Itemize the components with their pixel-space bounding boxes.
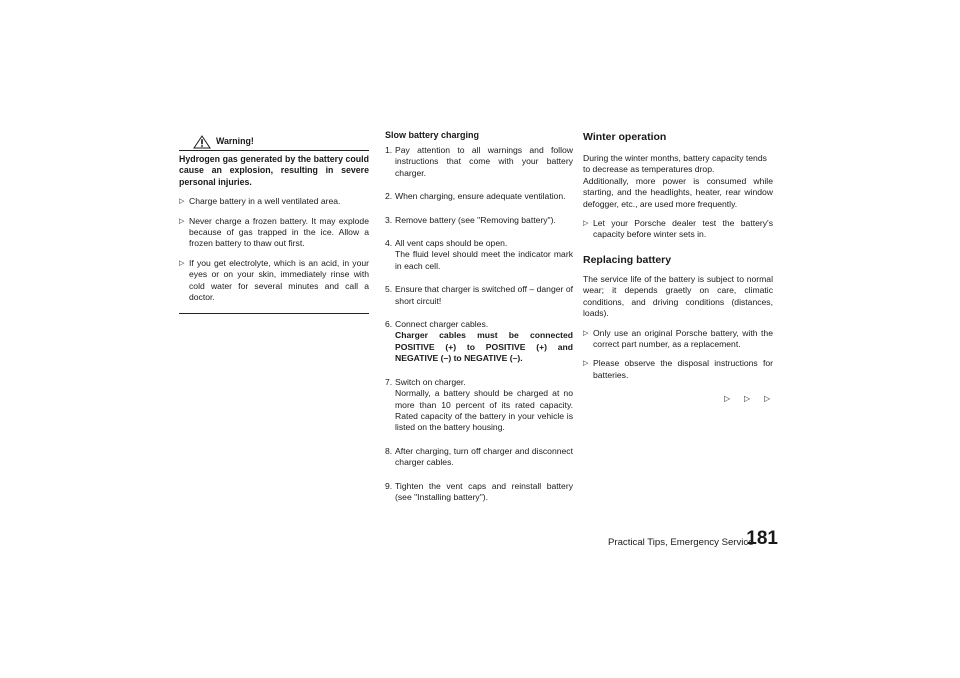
replacing-bullets <box>583 328 773 382</box>
arrow-icon: ▷ <box>179 259 185 267</box>
list-item: ▷ Charge battery in a well ventilated area. <box>179 196 341 207</box>
list-item: 5. Ensure that charger is switched off – danger of short circuit! <box>385 284 573 306</box>
replacing-body <box>583 274 773 381</box>
arrow-icon: ▷ <box>744 394 751 403</box>
arrow-icon: ▷ <box>583 220 589 228</box>
arrow-icon: ▷ <box>179 217 185 225</box>
list-item: 8. After charging, turn off charger and disconnect charger cables. <box>385 445 573 468</box>
winter-bullets <box>583 218 773 241</box>
paragraph: The service life of the battery is subject to normal wear; it depends graetly on care, climatic conditions, and driving conditions (distances, loads). <box>583 274 773 319</box>
list-item: ▷ Please observe the disposal instructions for batteries. <box>583 358 773 380</box>
warning-body <box>179 154 369 303</box>
warning-title: Warning! <box>216 136 254 146</box>
footer-section-title: Practical Tips, Emergency Service <box>608 537 754 548</box>
page-number: 181 <box>746 528 778 549</box>
replacing-title: Replacing battery <box>583 254 672 266</box>
arrow-icon: ▷ <box>583 360 589 368</box>
arrow-icon: ▷ <box>764 394 771 403</box>
list-item: 2. When charging, ensure adequate ventilation. <box>385 191 566 202</box>
warning-divider <box>179 313 369 314</box>
warning-bullets <box>179 196 369 303</box>
list-item: ▷ Never charge a frozen battery. It may explode because of gas trapped in the ice. Allow a frozen battery to thaw out first. <box>179 215 369 249</box>
list-item: ▷ Let your Porsche dealer test the battery's capacity before winter sets in. <box>583 218 773 240</box>
continued-arrows <box>724 394 784 403</box>
list-item: ▷ Only use an original Porsche battery, with the correct part number, as a replacement. <box>583 327 773 350</box>
section-title: Slow battery charging <box>385 130 480 140</box>
list-item: 1. Pay attention to all warnings and follow instructions that come with your battery charger. <box>385 145 573 178</box>
arrow-icon: ▷ <box>583 329 589 337</box>
list-item: ▷ If you get electrolyte, which is an acid, in your eyes or on your skin, immediately rinse with cold water for several minutes and call a doctor. <box>179 257 369 303</box>
paragraph: During the winter months, battery capacity tends to decrease as temperatures drop. <box>583 153 767 175</box>
list-item: 7. Switch on charger. Normally, a battery should be charged at no more than 10 percent of its rated capacity. Rated capacity of the battery in your vehicle is listed on the battery housing. <box>385 376 573 433</box>
paragraph: Additionally, more power is consumed while starting, and the headlights, heater, rear window defogger, etc., are used more frequently. <box>583 175 773 209</box>
list-item: 4. All vent caps should be open. The fluid level should meet the indicator mark in each cell. <box>385 238 573 271</box>
warning-header <box>179 136 369 151</box>
warning-lead: Hydrogen gas generated by the battery could cause an explosion, resulting in severe personal injuries. <box>179 154 369 187</box>
winter-body <box>583 153 773 241</box>
arrow-icon: ▷ <box>724 394 731 403</box>
list-item: 9. Tighten the vent caps and reinstall battery (see "Installing battery"). <box>385 480 573 502</box>
page-footer <box>608 528 778 552</box>
winter-title: Winter operation <box>583 131 667 143</box>
list-item: 3. Remove battery (see "Removing battery"). <box>385 214 556 225</box>
charging-steps <box>385 145 573 515</box>
arrow-icon: ▷ <box>179 198 185 206</box>
warning-triangle-icon <box>193 135 211 149</box>
list-item: 6. Connect charger cables. Charger cables must be connected POSITIVE (+) to POSITIVE (+) and NEGATIVE (–) to NEGATIVE (–). <box>385 319 573 364</box>
